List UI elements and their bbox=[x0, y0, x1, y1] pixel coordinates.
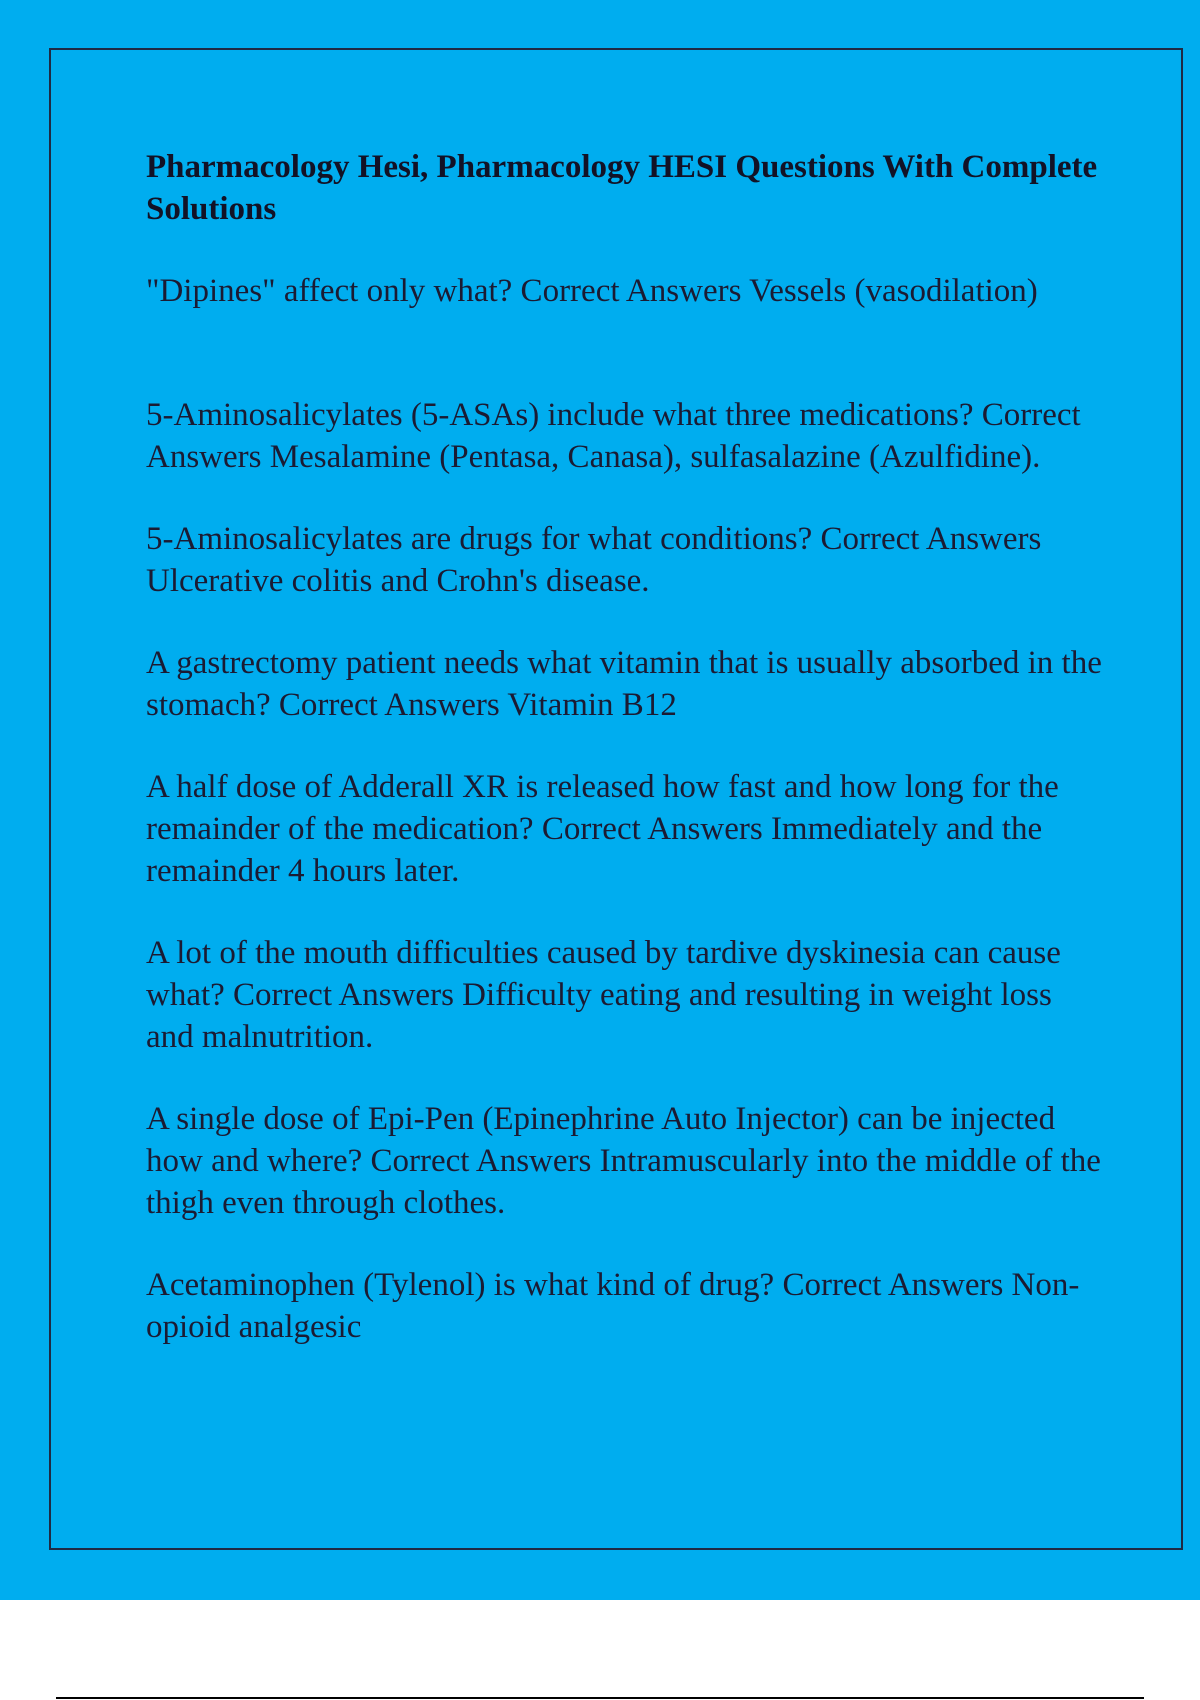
qa-entry-5asa-medications: 5-Aminosalicylates (5-ASAs) include what three medications? Correct Answers Mesalamine (Pentasa, Canasa), sulfasalazine (Azulfidine). bbox=[146, 397, 1081, 475]
document-body bbox=[146, 146, 1106, 1388]
document-title: Pharmacology Hesi, Pharmacology HESI Questions With Complete Solutions bbox=[146, 149, 1098, 227]
footer-divider bbox=[56, 1697, 1144, 1699]
qa-entry-tardive-dyskinesia: A lot of the mouth difficulties caused by tardive dyskinesia can cause what? Correct Answers Difficulty eating and resulting in weight loss and malnutrition. bbox=[146, 935, 1061, 1055]
qa-entry-acetaminophen: Acetaminophen (Tylenol) is what kind of drug? Correct Answers Non-opioid analgesic bbox=[146, 1267, 1080, 1345]
qa-entry-5asa-conditions: 5-Aminosalicylates are drugs for what conditions? Correct Answers Ulcerative colitis and Crohn's disease. bbox=[146, 521, 1042, 599]
qa-entry-gastrectomy-vitamin: A gastrectomy patient needs what vitamin that is usually absorbed in the stomach? Correct Answers Vitamin B12 bbox=[146, 645, 1102, 723]
qa-entry-epi-pen: A single dose of Epi-Pen (Epinephrine Auto Injector) can be injected how and where? Correct Answers Intramuscularly into the middle of the thigh even through clothes. bbox=[146, 1101, 1101, 1221]
qa-entry-adderall-xr: A half dose of Adderall XR is released how fast and how long for the remainder of the medication? Correct Answers Immediately and the remainder 4 hours later. bbox=[146, 769, 1059, 889]
qa-entry-dipines: "Dipines" affect only what? Correct Answers Vessels (vasodilation) bbox=[146, 273, 1038, 309]
